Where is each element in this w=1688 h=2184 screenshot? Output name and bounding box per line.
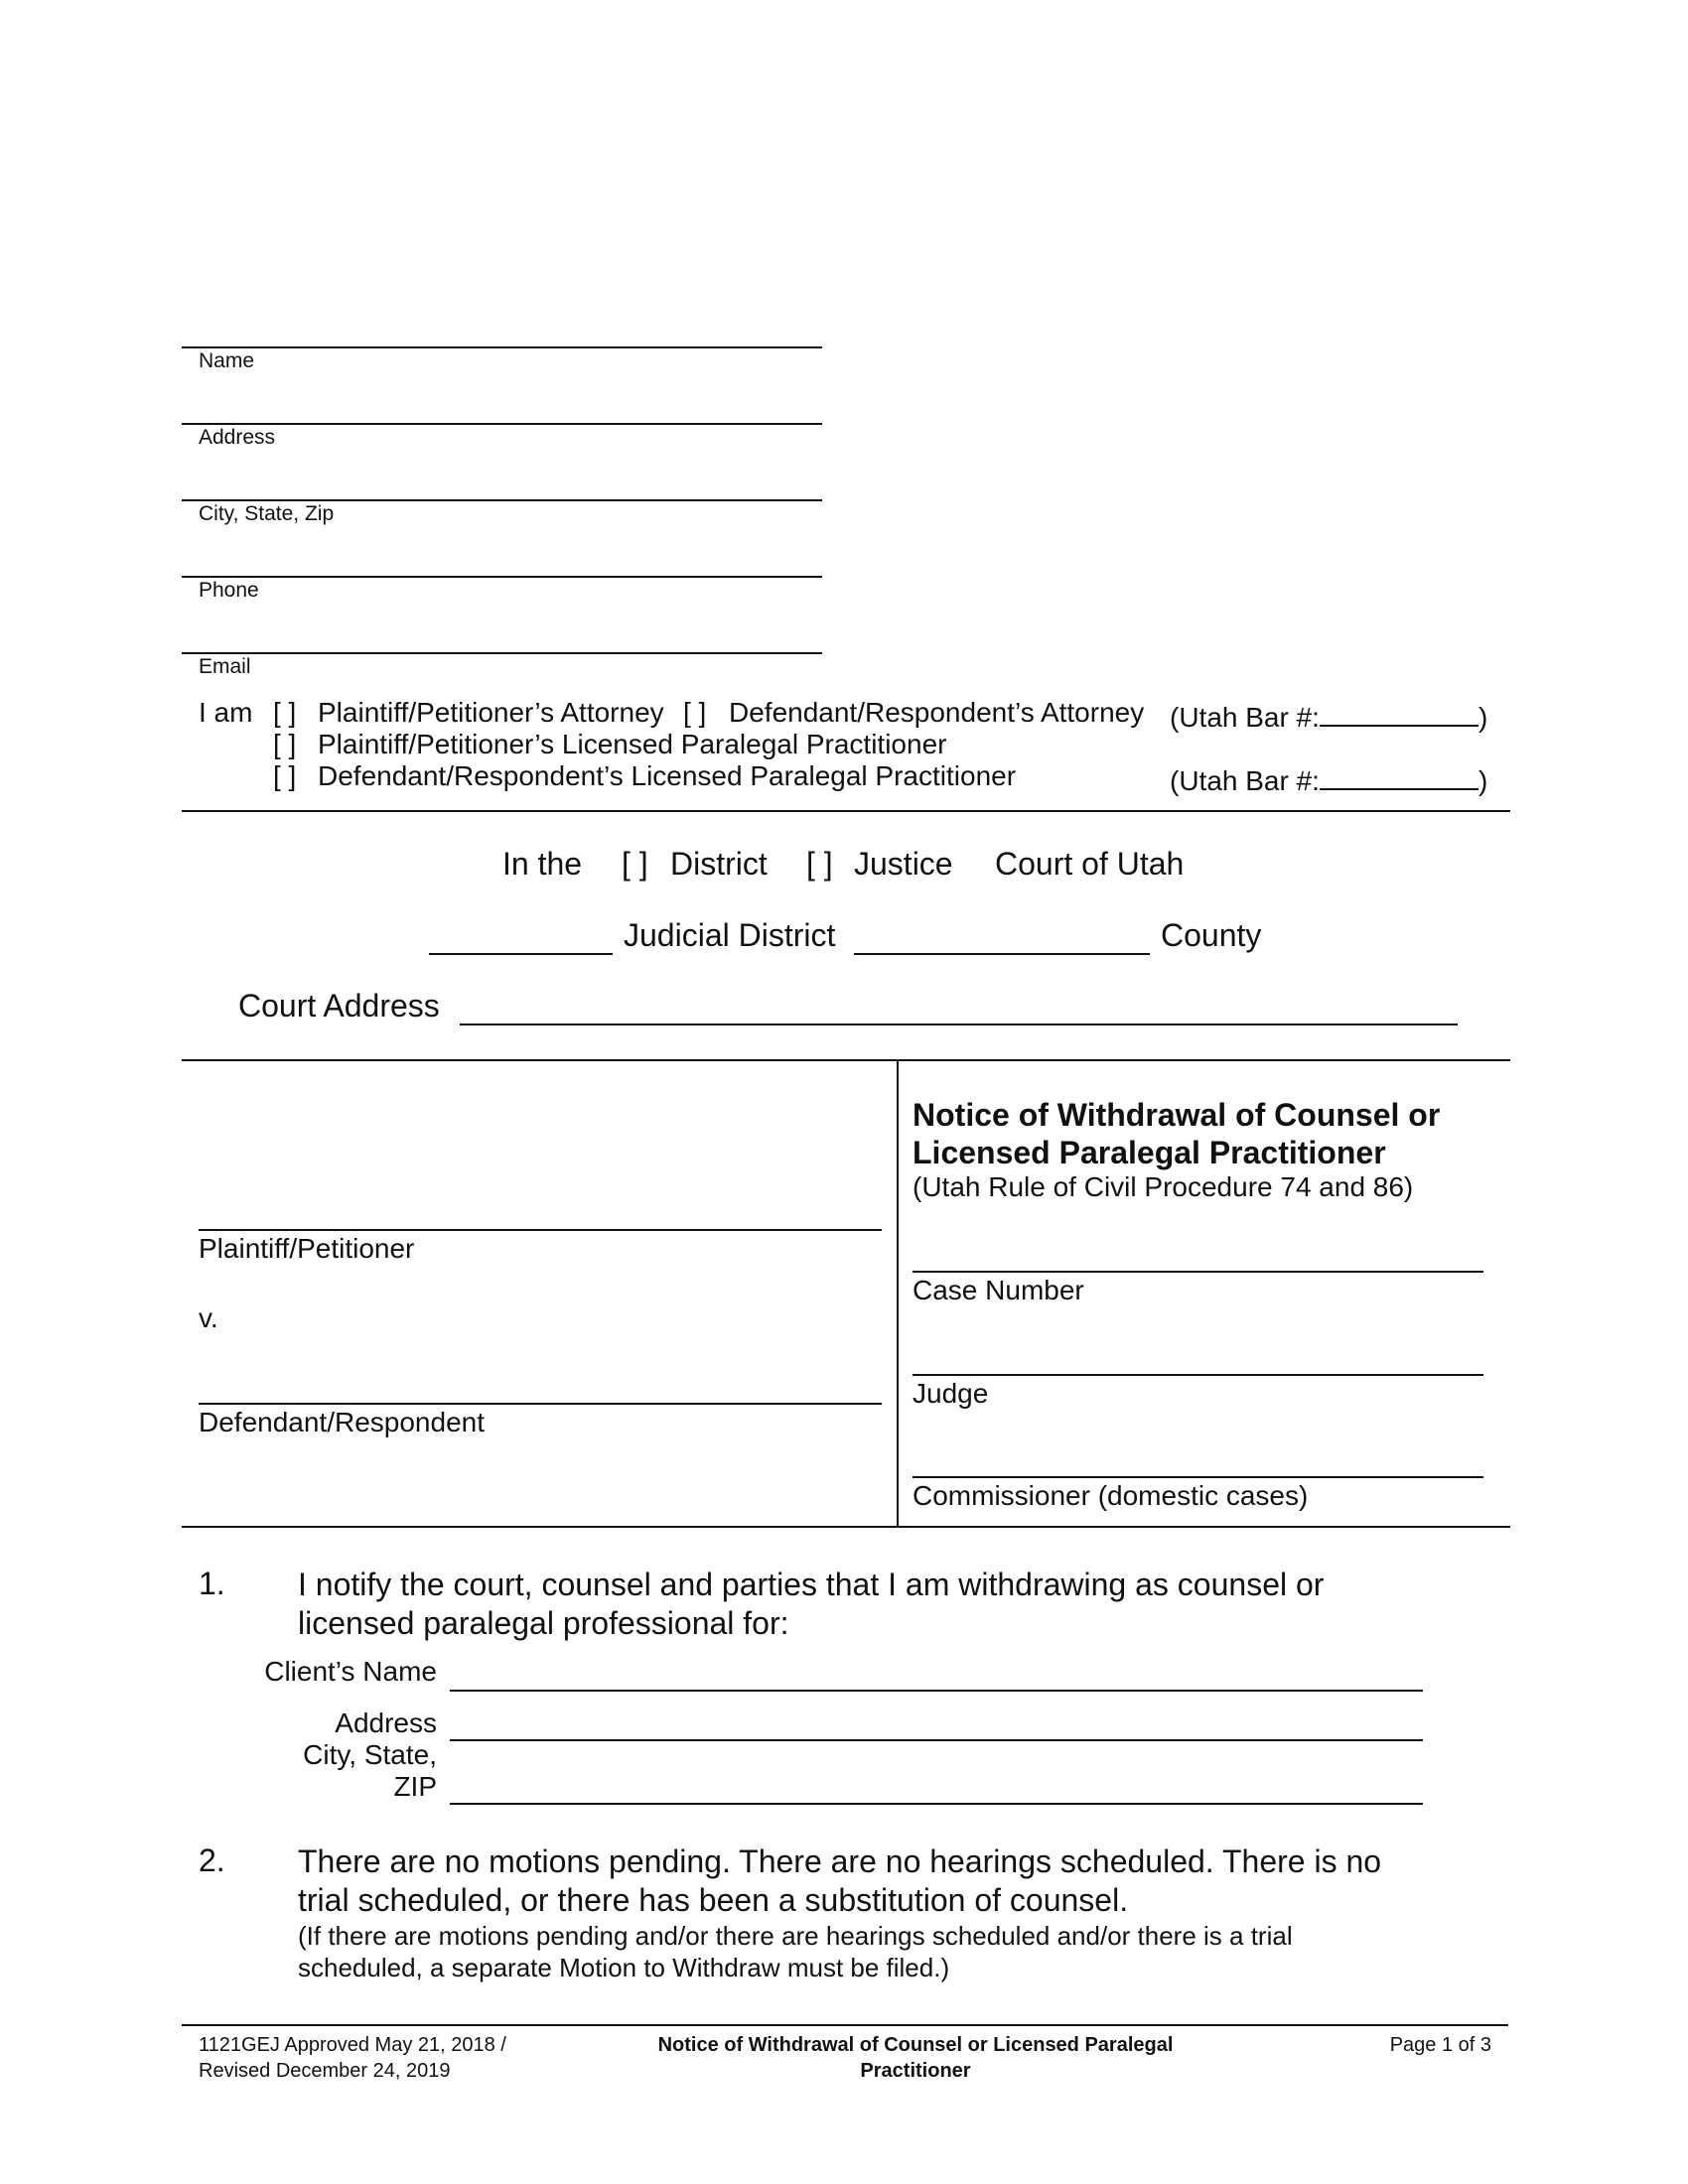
plaintiff-attorney-checkbox[interactable]: [ ] <box>273 697 297 728</box>
address-line[interactable] <box>182 423 822 425</box>
district-label: District <box>670 846 768 882</box>
footer-form-id-line1: 1121GEJ Approved May 21, 2018 / <box>199 2034 506 2056</box>
document-title-line1: Notice of Withdrawal of Counsel or <box>913 1097 1441 1133</box>
email-label: Email <box>199 655 251 678</box>
caption-divider <box>897 1059 899 1528</box>
item-2-text-line2: trial scheduled, or there has been a substitution of counsel. <box>298 1882 1129 1918</box>
client-city-state-zip-line[interactable] <box>450 1803 1423 1805</box>
footer-form-id-line2: Revised December 24, 2019 <box>199 2060 451 2082</box>
client-zip-label: ZIP <box>393 1771 437 1802</box>
plaintiff-lpp-checkbox[interactable]: [ ] <box>273 729 297 759</box>
utah-bar-blank[interactable] <box>1320 697 1478 727</box>
footer-title-line2: Practitioner <box>860 2060 971 2082</box>
defendant-label: Defendant/Respondent <box>199 1407 485 1437</box>
judge-label: Judge <box>913 1378 989 1409</box>
plaintiff-lpp-label: Plaintiff/Petitioner’s Licensed Paralegal Practitioner <box>318 729 947 759</box>
item-2-number: 2. <box>199 1843 225 1878</box>
judicial-district-label: Judicial District <box>624 917 836 953</box>
document-title <box>913 1096 1440 1171</box>
item-1-text-line2: licensed paralegal professional for: <box>298 1605 789 1641</box>
section-divider <box>182 810 1510 812</box>
city-state-zip-label: City, State, Zip <box>199 502 335 525</box>
footer-page-number: Page 1 of 3 <box>1389 2034 1491 2056</box>
item-2-note-line1: (If there are motions pending and/or there are hearings scheduled and/or there is a trial <box>298 1921 1293 1951</box>
utah-bar-label: (Utah Bar #: <box>1170 765 1320 796</box>
county-label: County <box>1161 917 1262 953</box>
caption-bottom-line <box>182 1526 1510 1528</box>
footer-divider <box>182 2024 1508 2026</box>
phone-label: Phone <box>199 579 259 602</box>
item-2-note <box>298 1920 1293 1983</box>
utah-bar-close: ) <box>1477 702 1488 733</box>
utah-bar-label: (Utah Bar #: <box>1170 702 1320 733</box>
justice-checkbox[interactable]: [ ] <box>806 846 833 882</box>
city-state-zip-line[interactable] <box>182 499 822 501</box>
utah-bar-field-2[interactable] <box>1170 760 1487 797</box>
rule-reference: (Utah Rule of Civil Procedure 74 and 86) <box>913 1171 1414 1202</box>
utah-bar-blank[interactable] <box>1320 760 1478 790</box>
utah-bar-field-1[interactable] <box>1170 697 1487 734</box>
case-number-label: Case Number <box>913 1275 1084 1305</box>
defendant-attorney-label: Defendant/Respondent’s Attorney <box>729 697 1145 728</box>
client-address-label: Address <box>335 1707 437 1738</box>
plaintiff-attorney-label: Plaintiff/Petitioner’s Attorney <box>318 697 664 728</box>
versus-label: v. <box>199 1302 218 1333</box>
clients-name-label: Client’s Name <box>264 1656 437 1687</box>
defendant-lpp-checkbox[interactable]: [ ] <box>273 760 297 791</box>
document-title-line2: Licensed Paralegal Practitioner <box>913 1135 1386 1170</box>
footer-form-id <box>199 2032 506 2084</box>
case-number-line[interactable] <box>913 1271 1483 1273</box>
item-1-text-line1: I notify the court, counsel and parties that I am withdrawing as counsel or <box>298 1567 1325 1602</box>
judge-line[interactable] <box>913 1374 1483 1376</box>
court-address-label: Court Address <box>238 988 440 1024</box>
defendant-line[interactable] <box>199 1403 882 1405</box>
county-blank[interactable] <box>854 953 1150 955</box>
in-the-label: In the <box>502 846 583 882</box>
client-city-state-label: City, State, <box>303 1739 437 1770</box>
plaintiff-line[interactable] <box>199 1229 882 1231</box>
court-of-utah-label: Court of Utah <box>995 846 1185 882</box>
footer-title <box>618 2032 1213 2084</box>
district-checkbox[interactable]: [ ] <box>622 846 648 882</box>
item-2-note-line2: scheduled, a separate Motion to Withdraw must be filed.) <box>298 1953 950 1982</box>
i-am-label: I am <box>199 697 253 728</box>
phone-line[interactable] <box>182 576 822 578</box>
defendant-attorney-checkbox[interactable]: [ ] <box>683 697 707 728</box>
plaintiff-label: Plaintiff/Petitioner <box>199 1233 415 1264</box>
justice-label: Justice <box>854 846 953 882</box>
utah-bar-close: ) <box>1477 765 1488 796</box>
defendant-lpp-label: Defendant/Respondent’s Licensed Paralegal Practitioner <box>318 760 1017 791</box>
name-label: Name <box>199 349 255 372</box>
judicial-district-blank[interactable] <box>429 953 613 955</box>
commissioner-line[interactable] <box>913 1476 1483 1478</box>
name-line[interactable] <box>182 346 822 348</box>
email-line[interactable] <box>182 652 822 654</box>
caption-top-line <box>182 1059 1510 1061</box>
item-2-text-line1: There are no motions pending. There are no hearings scheduled. There is no <box>298 1843 1382 1879</box>
footer-title-line1: Notice of Withdrawal of Counsel or Licensed Paralegal <box>657 2034 1174 2056</box>
item-1-number: 1. <box>199 1566 225 1601</box>
address-label: Address <box>199 426 276 449</box>
item-1-text <box>298 1566 1324 1643</box>
client-address-line[interactable] <box>450 1739 1423 1741</box>
court-address-blank[interactable] <box>460 1024 1458 1025</box>
commissioner-label: Commissioner (domestic cases) <box>913 1480 1309 1511</box>
clients-name-line[interactable] <box>450 1690 1423 1692</box>
item-2-text <box>298 1843 1381 1920</box>
